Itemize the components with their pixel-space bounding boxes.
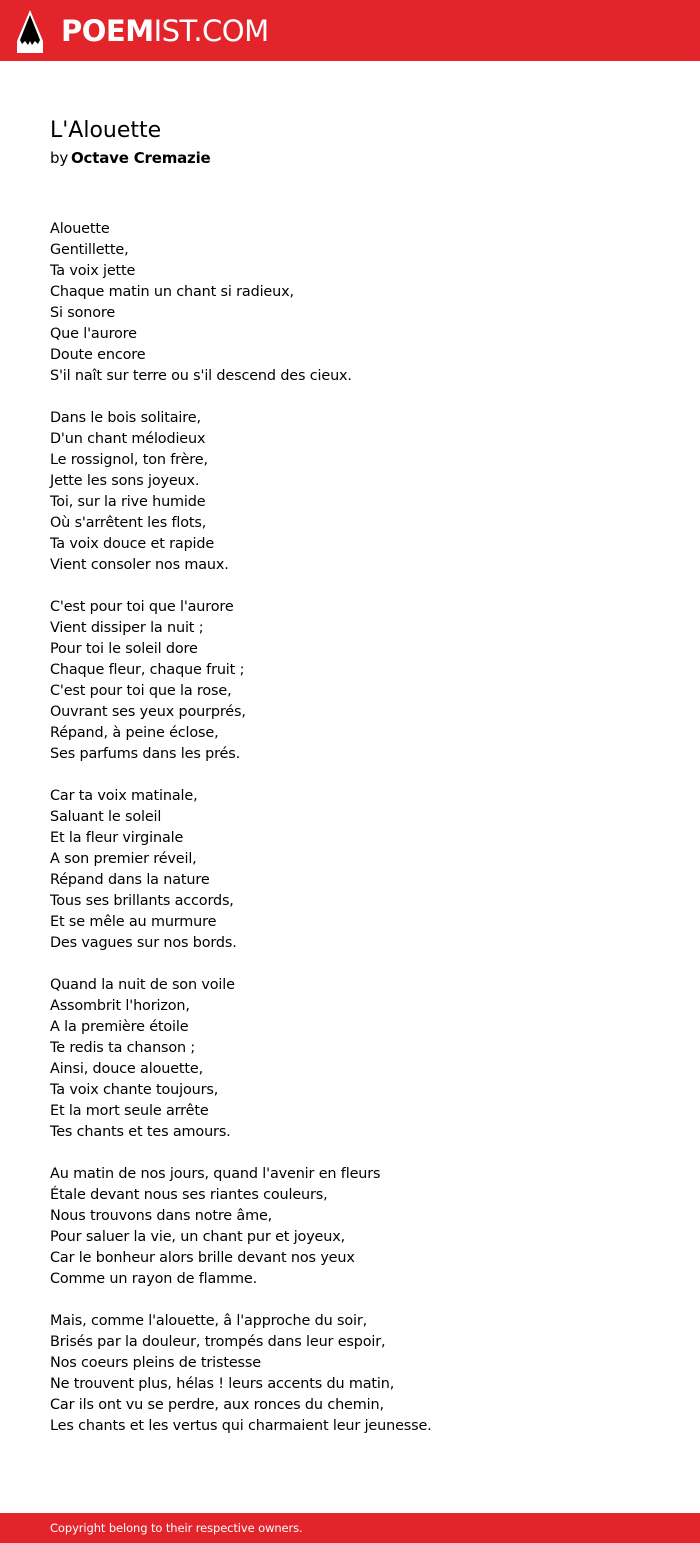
poem-line: Vient dissiper la nuit ; [50, 620, 204, 636]
poem-line: Répand dans la nature [50, 872, 210, 888]
poem-stanza [50, 1311, 670, 1437]
poem-line: Chaque matin un chant si radieux, [50, 284, 294, 300]
poem-stanza [50, 597, 670, 765]
site-header [0, 0, 700, 61]
poem-line: Te redis ta chanson ; [50, 1040, 196, 1056]
poem-stanza [50, 1164, 670, 1290]
poem-line: Alouette [50, 221, 110, 237]
poem-line: S'il naît sur terre ou s'il descend des cieux. [50, 368, 352, 384]
poem-line: Et la mort seule arrête [50, 1103, 209, 1119]
byline-label: by [50, 149, 68, 167]
poem-line: Doute encore [50, 347, 146, 363]
logo-text-light: IST.COM [153, 13, 269, 48]
poem-line: Étale devant nous ses riantes couleurs, [50, 1187, 328, 1203]
poem-line: D'un chant mélodieux [50, 431, 206, 447]
poem-line: Où s'arrêtent les flots, [50, 515, 207, 531]
poem-line: C'est pour toi que la rose, [50, 683, 232, 699]
author-name: Octave Cremazie [71, 149, 211, 167]
poem-line: Les chants et les vertus qui charmaient leur jeunesse. [50, 1418, 432, 1434]
poem-line: Toi, sur la rive humide [50, 494, 206, 510]
poem-line: Saluant le soleil [50, 809, 162, 825]
site-logo-text [61, 13, 269, 48]
poem-line: Ne trouvent plus, hélas ! leurs accents du matin, [50, 1376, 395, 1392]
poem-body [50, 219, 670, 1437]
poem-line: Tous ses brillants accords, [50, 893, 234, 909]
poem-line: Brisés par la douleur, trompés dans leur espoir, [50, 1334, 386, 1350]
poem-line: Comme un rayon de flamme. [50, 1271, 258, 1287]
copyright-text: Copyright belong to their respective owners. [50, 1521, 303, 1535]
poem-line: Gentillette, [50, 242, 129, 258]
poem-stanza [50, 786, 670, 954]
poem-line: A la première étoile [50, 1019, 189, 1035]
poem-line: Ta voix douce et rapide [50, 536, 215, 552]
poem-line: A son premier réveil, [50, 851, 197, 867]
poem-line: Ta voix jette [50, 263, 136, 279]
poem-line: Et se mêle au murmure [50, 914, 217, 930]
poem-line: Si sonore [50, 305, 116, 321]
poem-stanza [50, 219, 670, 387]
poem-line: Ainsi, douce alouette, [50, 1061, 204, 1077]
pencil-tip-icon [17, 10, 43, 53]
poem-line: Nous trouvons dans notre âme, [50, 1208, 273, 1224]
poem-line: Répand, à peine éclose, [50, 725, 219, 741]
poem-line: Et la fleur virginale [50, 830, 184, 846]
poem-line: Ta voix chante toujours, [50, 1082, 219, 1098]
poem-line: Vient consoler nos maux. [50, 557, 229, 573]
poem-line: Quand la nuit de son voile [50, 977, 235, 993]
poem-stanza [50, 975, 670, 1143]
poem-line: Car le bonheur alors brille devant nos yeux [50, 1250, 355, 1266]
poem-line: Mais, comme l'alouette, â l'approche du soir, [50, 1313, 368, 1329]
poem-line: Ses parfums dans les prés. [50, 746, 241, 762]
poem-line: Car ta voix matinale, [50, 788, 198, 804]
byline [50, 148, 211, 168]
poem-line: C'est pour toi que l'aurore [50, 599, 234, 615]
poem-line: Ouvrant ses yeux pourprés, [50, 704, 246, 720]
poem-stanza [50, 408, 670, 576]
poem-line: Tes chants et tes amours. [50, 1124, 231, 1140]
poem-line: Des vagues sur nos bords. [50, 935, 237, 951]
site-footer [0, 1513, 700, 1543]
poem-line: Dans le bois solitaire, [50, 410, 201, 426]
poem-line: Pour toi le soleil dore [50, 641, 198, 657]
poem-title: L'Alouette [50, 118, 162, 143]
poem-line: Jette les sons joyeux. [50, 473, 200, 489]
logo-text-bold: POEM [61, 13, 154, 48]
site-logo-link[interactable] [17, 9, 269, 53]
poem-line: Assombrit l'horizon, [50, 998, 190, 1014]
poem-line: Car ils ont vu se perdre, aux ronces du chemin, [50, 1397, 384, 1413]
poem-line: Le rossignol, ton frère, [50, 452, 208, 468]
poem-line: Pour saluer la vie, un chant pur et joyeux, [50, 1229, 346, 1245]
poem-line: Chaque fleur, chaque fruit ; [50, 662, 245, 678]
poem-line: Au matin de nos jours, quand l'avenir en fleurs [50, 1166, 381, 1182]
poem-line: Que l'aurore [50, 326, 137, 342]
poem-line: Nos coeurs pleins de tristesse [50, 1355, 261, 1371]
